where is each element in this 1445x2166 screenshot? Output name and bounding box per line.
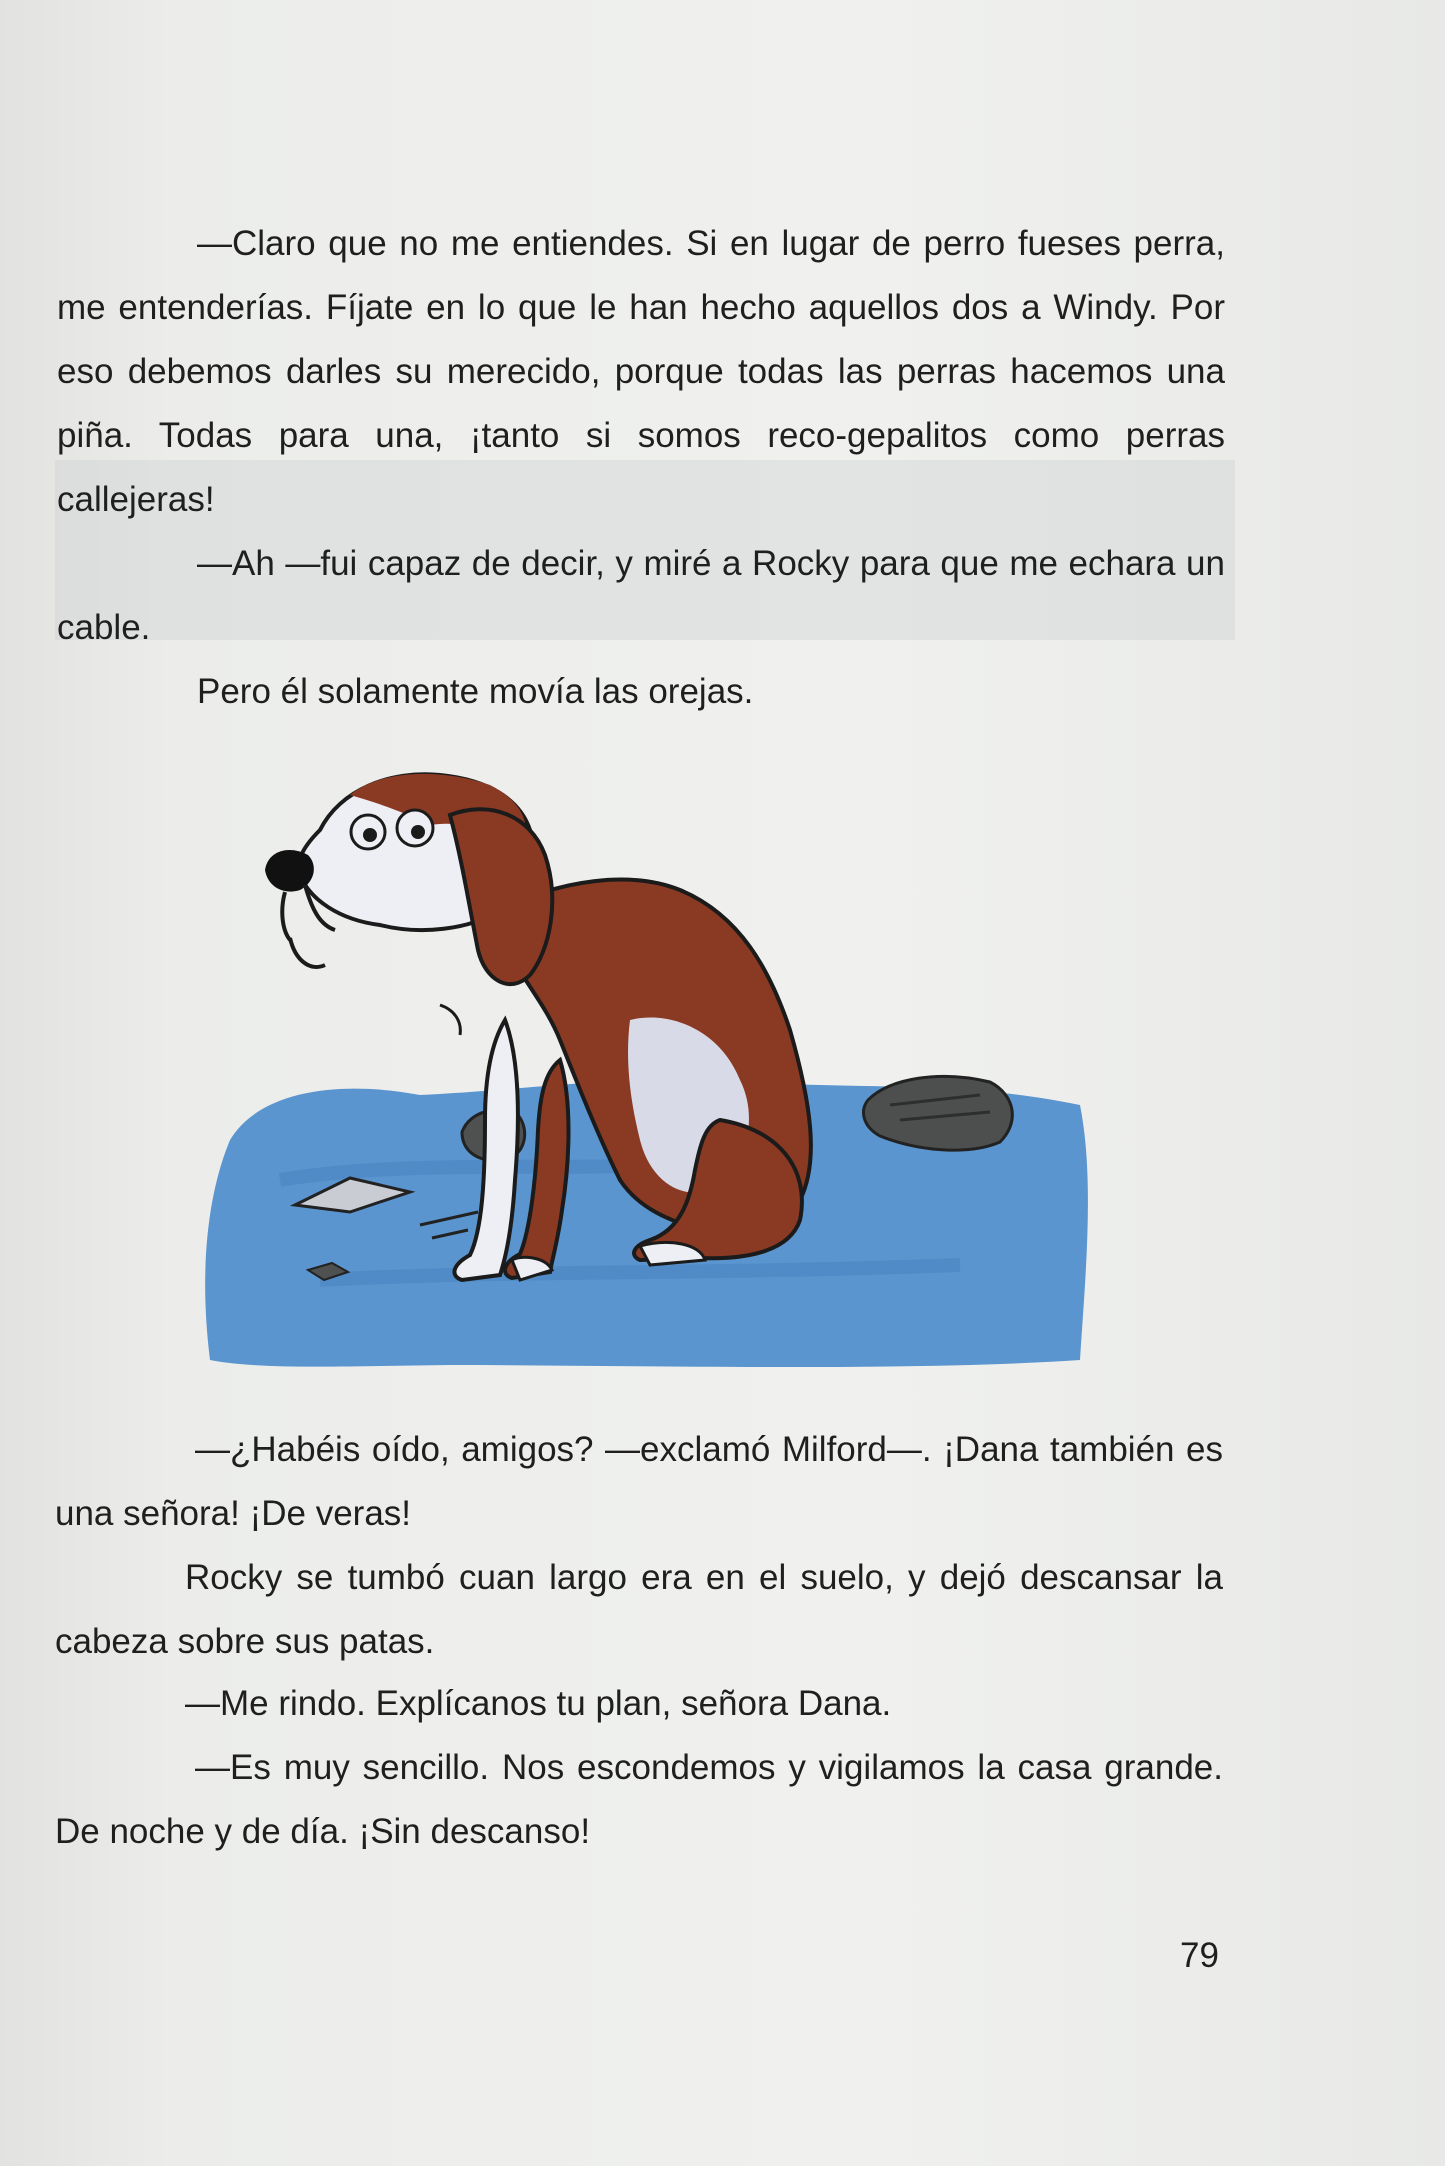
paragraph-4: —¿Habéis oído, amigos? —exclamó Milford—. ¡Dana también es una señora! ¡De veras!: [55, 1430, 1223, 1533]
dog-illustration: [200, 760, 1100, 1370]
page-number: 79: [1180, 1936, 1219, 1975]
paragraph-1: —Claro que no me entiendes. Si en lugar de perro fueses perra, me entenderías. Fíjate en lo que le han hecho aquellos dos a Windy. Por eso debemos darles su merecido, porque todas las perras hacemos una piña. Todas para una, ¡tanto si somos reco-gepalitos como perras callejeras!: [57, 224, 1225, 519]
paragraph-3: Pero él solamente movía las orejas.: [197, 672, 754, 711]
paragraph-5: Rocky se tumbó cuan largo era en el suelo, y dejó descansar la cabeza sobre sus patas.: [55, 1558, 1223, 1661]
paragraph-2: —Ah —fui capaz de decir, y miré a Rocky para que me echara un cable.: [57, 544, 1225, 647]
paragraph-6: —Me rindo. Explícanos tu plan, señora Dana.: [185, 1684, 892, 1723]
paragraph-7: —Es muy sencillo. Nos escondemos y vigilamos la casa grande. De noche y de día. ¡Sin descanso!: [55, 1748, 1223, 1851]
